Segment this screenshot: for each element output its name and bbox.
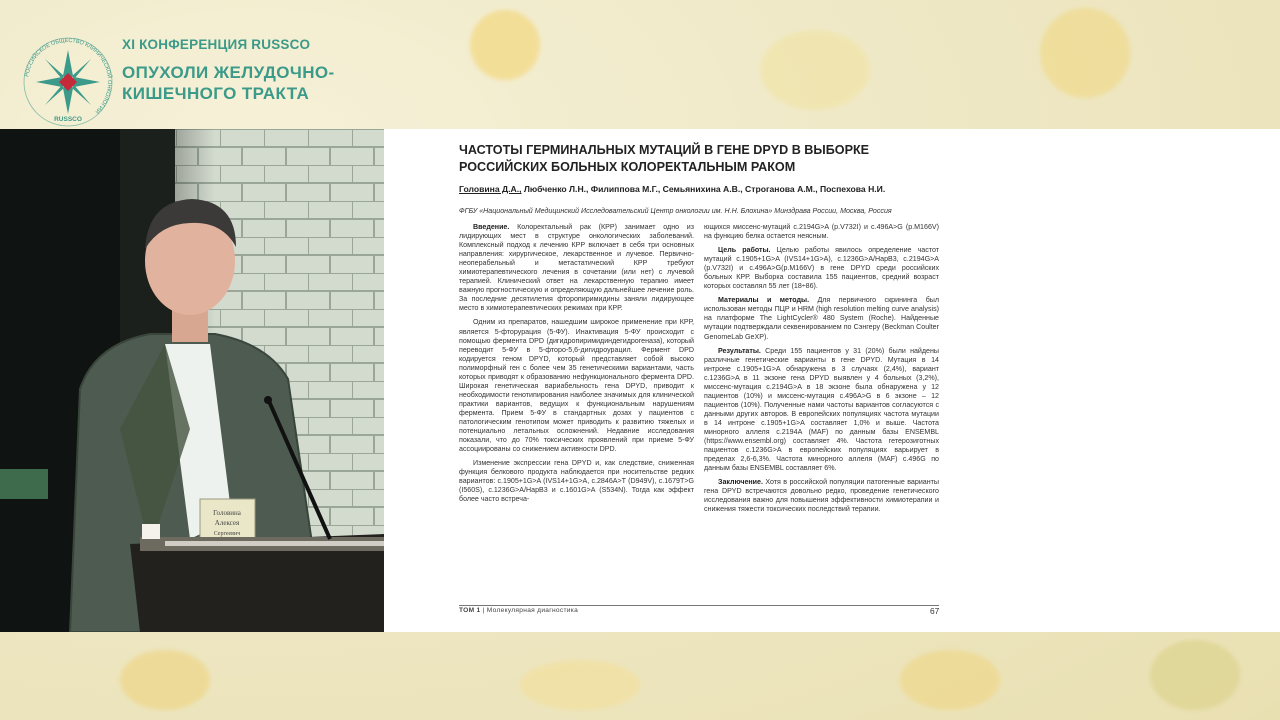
aim-heading: Цель работы. xyxy=(718,246,771,255)
speaker-video xyxy=(0,129,384,632)
slide-footer xyxy=(459,607,578,614)
other-authors: Любченко Л.Н., Филиппова М.Г., Семьянихина А.В., Строганова А.М., Поспехова Н.И. xyxy=(521,184,886,194)
paragraph-continued: ющихся миссенс-мутаций c.2194G>A (p.V732I) и c.496A>G (p.M166V) на функцию белка остается неясным. xyxy=(704,223,939,241)
conclusion-paragraph xyxy=(704,478,939,514)
background-bokeh xyxy=(1040,8,1130,98)
methods-text: Для первичного скрининга был использован методы ПЦР и HRM (high resolution melting curve analysis) на платформе The LightCycler® 480 System (Roche). Найденные мутации подтверждали секвенированием по Сэнгеру (Beckman Coulter GenomeLab GeXP). xyxy=(704,296,939,341)
logo-ring-text: РОССИЙСКОЕ ОБЩЕСТВО КЛИНИЧЕСКОЙ ОНКОЛОГИИ xyxy=(24,37,113,115)
article-affiliation: ФГБУ «Национальный Медицинский Исследовательский Центр онкологии им. Н.Н. Блохина» Минздрава России, Москва, Россия xyxy=(459,207,892,215)
russco-logo xyxy=(22,36,114,128)
speaker-video-frame xyxy=(0,129,384,632)
footer-volume: ТОМ 1 xyxy=(459,607,481,614)
results-text: Среди 155 пациентов у 31 (20%) были найдены различные генетические варианты в гене DPYD. Мутация в 14 интроне c.1905+1G>A обнаружена в 3 случаях (2,4%), вариант c.1236G>A в 11 экзоне гена DPYD выявлен у 4 больных (3,2%), миссенс-мутация c.2194G>A в 18 экзоне была обнаружена у 12 пациентов (10%) и миссенс-мутация c.496A>G в 6 экзоне – 12 пациентов (10%). Полученные нами частоты вариантов согласуются с данными других авторов. В европейских популяциях частота мутации в 14 интроне c.1905+1G>A составляет 1,0% и выше. Частота минорного аллеля c.2194A (MAF) по данным базы ENSEMBL (https://www.ensembl.org) составляет 4%. Частота гетерозиготных пациентов c.1236G>A в европейских популяциях варьирует в пределах 2,6-6,3%. Частота минорного аллеля (MAF) c.496G по данным базы ENSEMBL составляет 6%. xyxy=(704,346,939,473)
footer-separator: | xyxy=(480,607,487,614)
methods-paragraph xyxy=(704,296,939,341)
article-title-line1: ЧАСТОТЫ ГЕРМИНАЛЬНЫХ МУТАЦИЙ В ГЕНЕ DPYD В ВЫБОРКЕ xyxy=(459,143,870,157)
speaker-badge-line1: Головина xyxy=(213,509,241,517)
page-number: 67 xyxy=(930,606,940,616)
presentation-slide xyxy=(384,129,1280,632)
background-bokeh xyxy=(470,10,540,80)
footer-divider xyxy=(459,605,939,606)
results-paragraph xyxy=(704,347,939,474)
background-bokeh xyxy=(1150,640,1240,710)
paragraph-expression: Изменение экспрессии гена DPYD и, как следствие, сниженная функция белкового продукта наблюдается при носительстве редких вариантов: c.1905+1G>A (IVS14+1G>A, c.2846A>T (D949V), c.1679T>G (I560S), c.1236G>A/HapB3 и c.1601G>A (S534N). Тогда как эффект более часто встреча- xyxy=(459,459,694,504)
background-bokeh xyxy=(520,660,640,710)
article-authors xyxy=(459,184,885,194)
aim-paragraph xyxy=(704,246,939,291)
speaker-badge-line2: Алексея xyxy=(214,519,240,527)
conference-topic xyxy=(122,62,335,104)
intro-paragraph xyxy=(459,223,694,313)
intro-text: Колоректальный рак (КРР) занимает одно из лидирующих мест в структуре онкологических заболеваний. Комплексный подход к лечению КРР включает в себя три основных направления: хирургическое, лекарственное и лучевое. Первично-неоперабельный и метастатический КРР требуют химиотерапевтического лечения в сочетании (или нет) с лучевой терапией. Клинический ответ на лекарственную терапию имеет важную прогностическую и определяющую дальнейшее лечение роль. За последние десятилетия фторопиримидины заняли лидирующее место в химиотерапевтических режимах при КРР. xyxy=(459,223,694,313)
first-author: Головина Д.А., xyxy=(459,184,522,194)
article-column-left xyxy=(459,223,694,504)
conclusion-heading: Заключение. xyxy=(718,478,763,487)
footer-section: Молекулярная диагностика xyxy=(486,607,579,614)
aim-text: Целью работы явилось определение частот мутаций c.1905+1G>A (IVS14+1G>A), c.1236G>A/HapB3, c.2194G>A (p.V732I) и c.496A>G(p.M166V) в гене DPYD среди российских больных КРР. Выборка составила 155 пациентов, средний возраст которых составлял 55 лет (18÷86). xyxy=(704,246,939,291)
background-bokeh xyxy=(900,650,1000,710)
background-bokeh xyxy=(760,30,870,110)
background-bokeh xyxy=(120,650,210,710)
intro-heading: Введение. xyxy=(473,223,510,231)
speaker-badge-line3: Сергеевич xyxy=(213,531,241,537)
conclusion-text: Хотя в российской популяции патогенные варианты гена DPYD встречаются довольно редко, проведение генетического исследования важно для повышения эффективности химиотерапии и снижения тяжести токсических последствий терапии. xyxy=(704,478,939,514)
conference-title: XI КОНФЕРЕНЦИЯ RUSSCO xyxy=(122,37,311,52)
paragraph-drug: Одним из препаратов, нашедшим широкое применение при КРР, является 5-фторурация (5-ФУ). Инактивация 5-ФУ происходит с помощью фермента DPD (дигидропиримидиндегидрогеназа), который переводит 5-ФУ в 5-фторо-5,6-дигидроурацил. Фермент DPD кодируется геном DPYD, который представляет собой высоко полиморфный ген с более чем 35 генетическими вариантами, часть которых приводят к образованию нефункционального фермента DPD. Широкая генетическая вариабельность гена DPYD, приводит к необходимости генотипирования наиболее значимых для клинической практики вариантов, ведущих к функциональным нарушениям фермента. Прием 5-ФУ в стандартных дозах у пациентов с патологическим генотипом может приводить к развитию тяжелых и потенциально летальных осложнений. Недавние исследования показали, что до 70% токсических проявлений при приеме 5-ФУ ассоциированы со снижением активности DPD. xyxy=(459,318,694,454)
logo-label: RUSSCO xyxy=(54,116,82,123)
article-column-right xyxy=(704,223,939,514)
article-title xyxy=(459,142,979,176)
article-title-line2: РОССИЙСКИХ БОЛЬНЫХ КОЛОРЕКТАЛЬНЫМ РАКОМ xyxy=(459,160,796,174)
conference-topic-line2: КИШЕЧНОГО ТРАКТА xyxy=(122,84,310,103)
results-heading: Результаты. xyxy=(718,346,761,355)
conference-topic-line1: ОПУХОЛИ ЖЕЛУДОЧНО- xyxy=(122,63,335,82)
methods-heading: Материалы и методы. xyxy=(718,296,810,305)
